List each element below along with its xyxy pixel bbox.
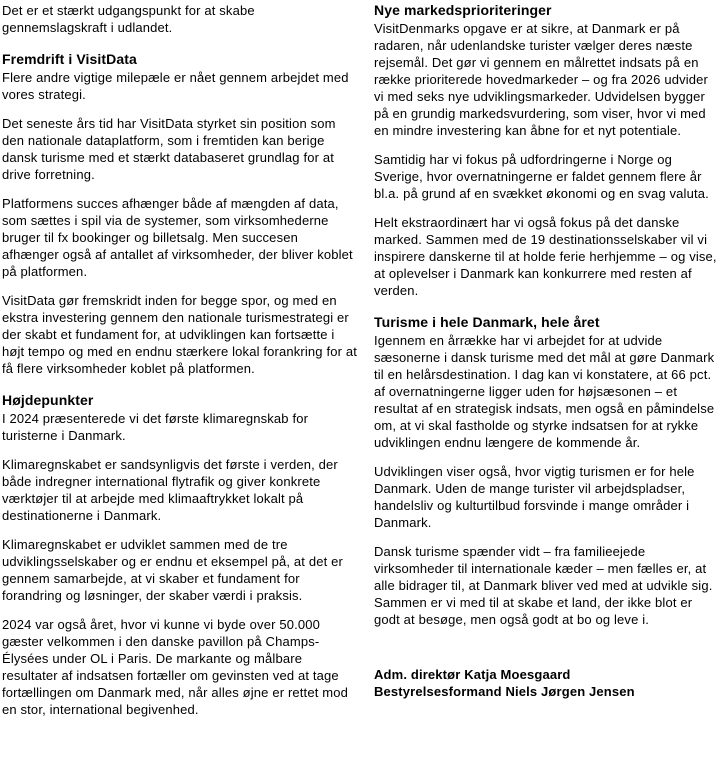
paragraph: Flere andre vigtige milepæle er nået gennem arbejdet med vores strategi. <box>2 70 349 102</box>
paragraph: VisitData gør fremskridt inden for begge spor, og med en ekstra investering gennem den nationale turismestrategi er der skabt et fundament for, at udviklingen kan fortsætte i højt tempo og med en endnu stærkere lokal forankring for at få flere virksomheder koblet på platformen. <box>2 293 357 376</box>
intro-paragraph: Det er et stærkt udgangspunkt for at skabe gennemslagskraft i udlandet. <box>2 3 255 35</box>
paragraph: Helt ekstraordinært har vi også fokus på det danske marked. Sammen med de 19 destinationsselskaber vil vi inspirere danskerne til at holde ferie herhjemme – og vise, at oplevelser i Danmark kan konkurrere med resten af verden. <box>374 215 717 298</box>
section-heading-fremdrift-i-visitdata: Fremdrift i VisitData <box>2 51 137 67</box>
section-heading-nye-markedsprioriteringer: Nye markedsprioriteringer <box>374 2 552 18</box>
paragraph: Udviklingen viser også, hvor vigtig turismen er for hele Danmark. Uden de mange turister vil arbejdspladser, handelsliv og kulturtilbud forsvinde i mange områder i Danmark. <box>374 464 695 530</box>
paragraph: Klimaregnskabet er sandsynligvis det første i verden, der både indregner international flytrafik og giver konkrete værktøjer til at arbejde med klimaaftrykket lokalt på destinationerne i Danmark. <box>2 457 338 523</box>
paragraph: VisitDenmarks opgave er at sikre, at Danmark er på radaren, når udenlandske turister vælger deres næste rejsemål. Det gør vi gennem en målrettet indsats på en række prioriterede hovedmarkeder – og fra 2026 udvider vi med seks nye udviklingsmarkeder. Udvidelsen bygger på en grundig markedsvurdering, som viser, hvor vi med en mindre investering kan åbne for et nyt potentiale. <box>374 21 709 138</box>
paragraph: Platformens succes afhænger både af mængden af data, som sættes i spil via de systemer, som virksomhederne bruger til fx bookinger og billetsalg. Men succesen afhænger også af antallet af virksomheder, der bliver koblet på platformen. <box>2 196 353 279</box>
signature-block <box>374 666 720 700</box>
paragraph: Klimaregnskabet er udviklet sammen med de tre udviklingsselskaber og er endnu et eksempel på, at det er gennem samarbejde, at vi skaber et fundament for forandring og løsninger, der skaber værdi i praksis. <box>2 537 343 603</box>
paragraph: Det seneste års tid har VisitData styrket sin position som den nationale dataplatform, som i fremtiden kan berige dansk turisme med et stærkt databaseret grundlag for at drive forretning. <box>2 116 336 182</box>
section-heading-hojdepunkter: Højdepunkter <box>2 392 94 408</box>
section-heading-turisme-i-hele-danmark: Turisme i hele Danmark, hele året <box>374 314 600 330</box>
paragraph: Dansk turisme spænder vidt – fra familieejede virksomheder til internationale kæder – men fælles er, at alle bidrager til, at Danmark bliver ved med at udvikle sig. Sammen er vi med til at skabe et land, der ikke blot er godt at besøge, men også godt at bo og leve i. <box>374 544 713 627</box>
signature-chairman: Bestyrelsesformand Niels Jørgen Jensen <box>374 684 635 699</box>
paragraph: Igennem en årrække har vi arbejdet for at udvide sæsonerne i dansk turisme med det mål at gøre Danmark til en helårsdestination. I dag kan vi konstatere, at 66 pct. af overnatningerne ligger uden for højsæsonen – et resultat af en strategisk indsats, men også en påmindelse om, at vi skal fastholde og styrke indsatsen for at rykke udviklingen endnu længere de kommende år. <box>374 333 715 450</box>
right-column <box>374 2 720 730</box>
paragraph: 2024 var også året, hvor vi kunne vi byde over 50.000 gæster velkommen i den danske pavillon på Champs-Élysées under OL i Paris. De markante og målbare resultater af indsatsen fortæller om gevinsten ved at tage fortællingen om Danmark med, når alles øjne er rettet mod en stor, international begivenhed. <box>2 617 348 717</box>
paragraph: Samtidig har vi fokus på udfordringerne i Norge og Sverige, hvor overnatningerne er faldet gennem flere år bl.a. på grund af en svækket økonomi og en svag valuta. <box>374 152 709 201</box>
signature-managing-director: Adm. direktør Katja Moesgaard <box>374 667 571 682</box>
left-column <box>2 2 358 730</box>
paragraph: I 2024 præsenterede vi det første klimaregnskab for turisterne i Danmark. <box>2 411 309 443</box>
